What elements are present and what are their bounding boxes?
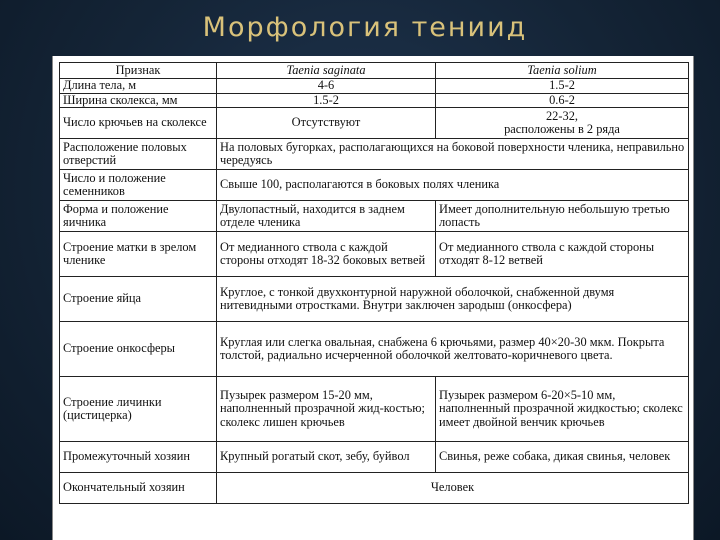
table-header-row (60, 63, 689, 79)
table-row (60, 79, 689, 94)
row-saginata: Пузырек размером 15-20 мм, наполненный прозрачной жид-костью; сколекс лишен крючьев (217, 377, 436, 442)
row-feature: Длина тела, м (60, 79, 217, 94)
row-solium-line: расположены в 2 ряда (504, 122, 620, 136)
row-solium-line: 22-32, (545, 108, 578, 123)
row-feature: Ширина сколекса, мм (60, 93, 217, 108)
row-feature: Строение личинки (цистицерка) (60, 377, 217, 442)
row-feature: Окончательный хозяин (60, 473, 217, 504)
row-feature: Строение онкосферы (60, 322, 217, 377)
row-solium: 1.5-2 (436, 79, 689, 94)
header-feature: Признак (60, 63, 217, 79)
row-feature: Число крючьев на сколексе (60, 108, 217, 139)
table-row (60, 93, 689, 108)
row-solium: Свинья, реже собака, дикая свинья, человек (436, 442, 689, 473)
table-row (60, 473, 689, 504)
header-solium: Taenia solium (436, 63, 689, 79)
table-row (60, 139, 689, 170)
row-both: Свыше 100, располагаются в боковых полях членика (217, 170, 689, 201)
row-feature: Строение матки в зрелом членике (60, 232, 217, 277)
row-solium (436, 108, 689, 139)
row-solium: Имеет дополнительную небольшую третью лопасть (436, 201, 689, 232)
row-both: Человек (217, 473, 689, 504)
table-row (60, 108, 689, 139)
row-saginata: Двулопастный, находится в заднем отделе членика (217, 201, 436, 232)
table-row (60, 322, 689, 377)
row-solium: От медианного ствола с каждой стороны отходят 8-12 ветвей (436, 232, 689, 277)
table-row (60, 277, 689, 322)
row-saginata: От медианного ствола с каждой стороны отходят 18-32 боковых ветвей (217, 232, 436, 277)
row-solium: Пузырек размером 6-20×5-10 мм, наполненный прозрачной жидкостью; сколекс имеет двойной венчик крючьев (436, 377, 689, 442)
table-row (60, 170, 689, 201)
row-both: Круглая или слегка овальная, снабжена 6 крючьями, размер 40×20-30 мкм. Покрыта толстой, радиально исчерченной оболочкой желтовато-коричневого цвета. (217, 322, 689, 377)
header-saginata: Taenia saginata (217, 63, 436, 79)
row-feature: Строение яйца (60, 277, 217, 322)
row-feature: Число и положение семенников (60, 170, 217, 201)
table-row (60, 232, 689, 277)
row-feature: Расположение половых отверстий (60, 139, 217, 170)
row-saginata: 1.5-2 (217, 93, 436, 108)
row-saginata: Крупный рогатый скот, зебу, буйвол (217, 442, 436, 473)
row-both: Круглое, с тонкой двухконтурной наружной оболочкой, снабженной двумя нитевидными отростками. Внутри заключен зародыш (онкосфера) (217, 277, 689, 322)
table-row (60, 442, 689, 473)
row-saginata: 4-6 (217, 79, 436, 94)
row-both: На половых бугорках, располагающихся на боковой поверхности членика, неправильно чередуясь (217, 139, 689, 170)
table-frame (52, 56, 694, 540)
table-row (60, 377, 689, 442)
slide-title: Морфология тениид (202, 12, 528, 43)
morphology-table (59, 62, 689, 504)
table-row (60, 201, 689, 232)
row-feature: Форма и положение яичника (60, 201, 217, 232)
row-solium: 0.6-2 (436, 93, 689, 108)
row-feature: Промежуточный хозяин (60, 442, 217, 473)
row-saginata: Отсутствуют (217, 108, 436, 139)
